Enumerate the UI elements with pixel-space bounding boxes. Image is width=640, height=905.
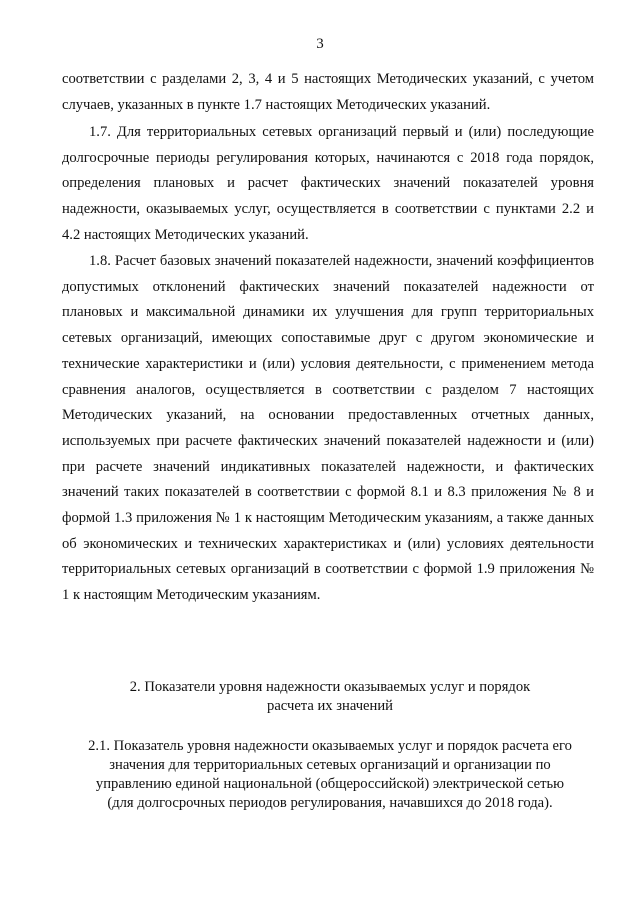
- subsection-heading-line-3: управлению единой национальной (общероссийской) электрической сетью: [95, 776, 565, 792]
- section-heading-line-1: 2. Показатели уровня надежности оказываемых услуг и порядок: [129, 679, 531, 695]
- page-number: 3: [316, 36, 324, 52]
- section-heading-line-2: расчета их значений: [267, 698, 393, 714]
- paragraph-1-7: 1.7. Для территориальных сетевых организаций первый и (или) последующие долгосрочные периоды регулирования которых, начинаются с 2018 года порядок, определения плановых и расчет фактических значений показателей уровня надежности, оказываемых услуг, осуществляется в соответствии с пунктами 2.2 и 4.2 настоящих Методических указаний.: [62, 124, 594, 243]
- paragraph-1-8: 1.8. Расчет базовых значений показателей надежности, значений коэффициентов допустимых отклонений фактических значений показателей надежности от плановых и максимальной динамики их улучшения для групп территориальных сетевых организаций, имеющих сопоставимые друг с другом экономические и технические характеристики и (или) условия деятельности, с применением метода сравнения аналогов, осуществляется в соответствии с разделом 7 настоящих Методических указаний, на основании предоставленных отчетных данных, используемых при расчете фактических значений показателей надежности и (или) при расчете значений индикативных показателей надежности, и фактических значений таких показателей в соответствии с формой 8.1 и 8.3 приложения № 8 и формой 1.3 приложения № 1 к настоящим Методическим указаниям, а также данных об экономических и технических характеристиках и (или) условиях деятельности территориальных сетевых организаций в соответствии с формой 1.9 приложения № 1 к настоящим Методическим указаниям.: [62, 253, 594, 604]
- subsection-heading-line-1: 2.1. Показатель уровня надежности оказываемых услуг и порядок расчета его: [88, 738, 572, 754]
- subsection-heading: [60, 737, 600, 813]
- subsection-heading-line-4: (для долгосрочных периодов регулирования, начавшихся до 2018 года).: [107, 795, 553, 811]
- section-heading: [60, 678, 600, 716]
- subsection-heading-line-2: значения для территориальных сетевых организаций и организации по: [109, 757, 551, 773]
- paragraph-continuation: соответствии с разделами 2, 3, 4 и 5 настоящих Методических указаний, с учетом случаев, указанных в пункте 1.7 настоящих Методических указаний.: [62, 71, 594, 113]
